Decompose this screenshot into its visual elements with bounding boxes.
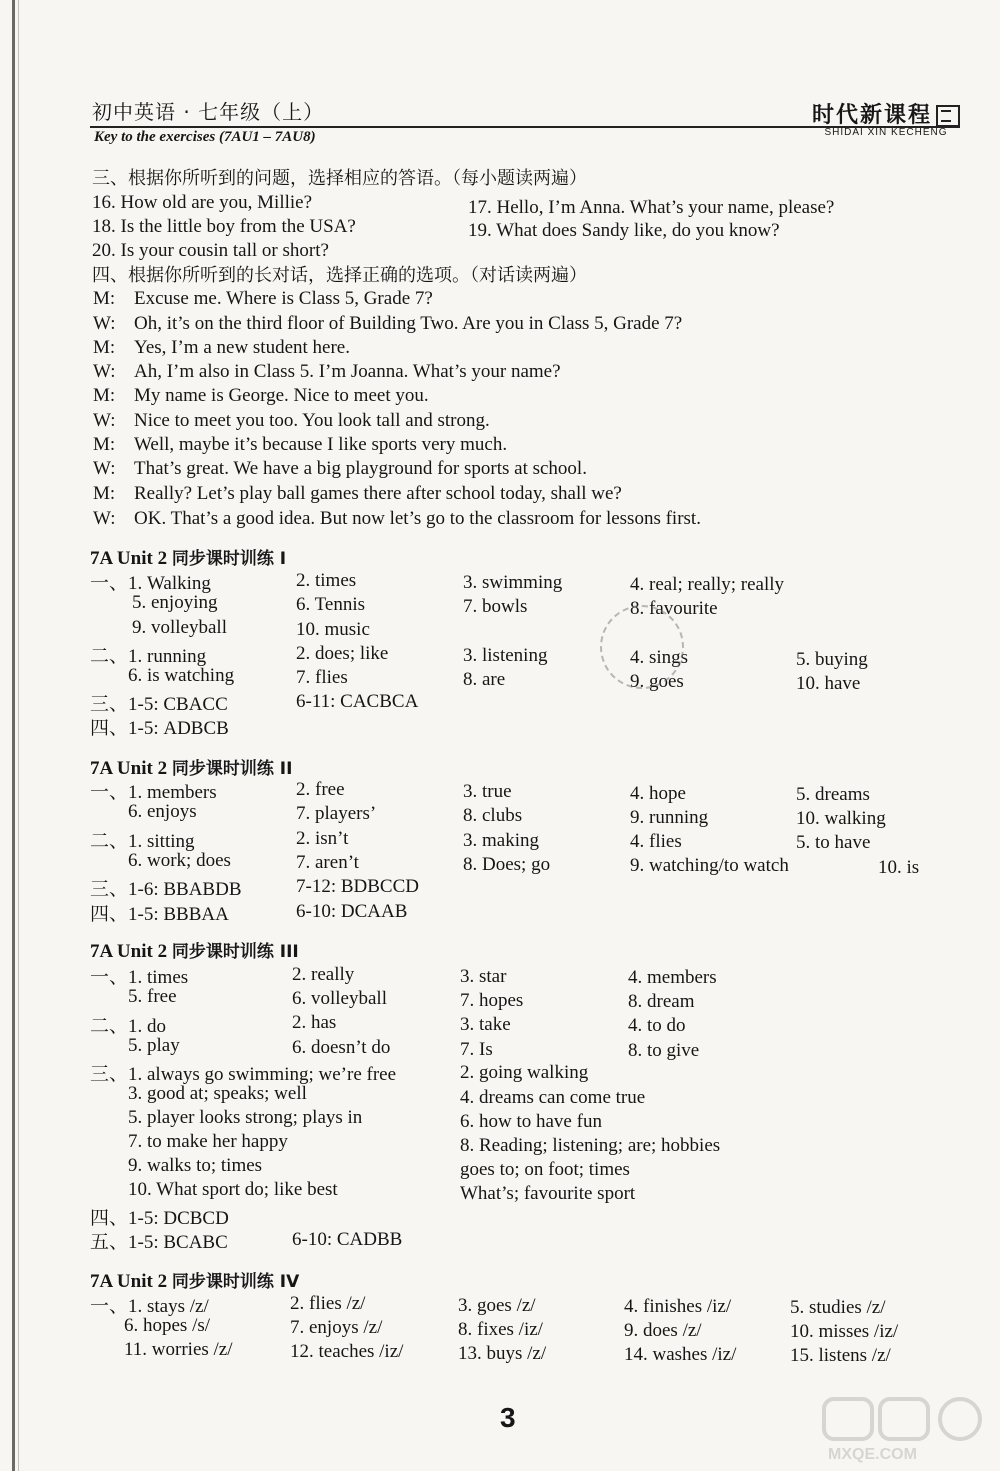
answer-item: 5. enjoying [132,592,218,613]
answer-item: 10. What sport do; like best [128,1179,338,1200]
answer-item: 5. to have [796,832,871,853]
answer-item: 2. really [292,964,355,985]
answer-item: 3. goes /z/ [458,1295,536,1316]
dialogue-speaker: W: [93,313,116,334]
answer-item: 一、1. times [90,967,189,988]
answer-item: 9. watching/to watch [630,855,789,876]
answer-item: 8. favourite [630,598,718,619]
brand-logo [812,98,960,138]
answer-item: 2. times [296,570,357,591]
page-header-subtitle: Key to the exercises (7AU1 – 7AU8) [94,129,316,145]
brand-mark-icon [936,105,960,127]
answer-item: 9. does /z/ [624,1320,702,1341]
answer-item: 4. to do [628,1015,686,1036]
answer-item: 6-10: DCAAB [296,901,408,922]
answer-item: 2. going walking [460,1062,589,1083]
answer-item: 7. bowls [463,596,528,617]
question-line: 20. Is your cousin tall or short? [92,240,329,261]
answer-item: 一、1. members [90,782,217,803]
answer-item: 4. finishes /iz/ [624,1296,732,1317]
unit-title: 7A Unit 2 同步课时训练 III [90,941,299,962]
answer-item: 4. members [628,967,717,988]
answer-item: 5. play [128,1035,180,1056]
dialogue-speaker: M: [93,288,116,309]
answer-item: 6-11: CACBCA [296,691,419,712]
answer-item: 4. real; really; really [630,574,785,595]
answer-item: 7. enjoys /z/ [290,1317,383,1338]
answer-item: 3. swimming [463,572,563,593]
answer-item: 二、1. running [90,646,207,667]
answer-item: 13. buys /z/ [458,1343,547,1364]
question-line: 19. What does Sandy like, do you know? [468,220,780,241]
answer-item: 7. aren’t [296,852,359,873]
answer-item: 一、1. Walking [90,573,211,594]
dialogue-line: Yes, I’m a new student here. [134,337,350,358]
dialogue-speaker: W: [93,361,116,382]
answer-item: 9. goes [630,671,684,692]
section-heading: 四、根据你所听到的长对话，选择正确的选项。（对话读两遍） [92,265,587,286]
answer-item: What’s; favourite sport [460,1183,636,1204]
answer-item: 8. clubs [463,805,523,826]
stamp-mark [600,605,684,689]
svg-text:MXQE.COM: MXQE.COM [828,1446,917,1463]
watermark-logo [820,1395,990,1470]
answer-item: 5. studies /z/ [790,1297,886,1318]
answer-item: 2. free [296,779,345,800]
binding-edge [12,0,15,1471]
answer-item: 6. volleyball [292,988,387,1009]
answer-item: 4. dreams can come true [460,1087,646,1108]
dialogue-speaker: W: [93,458,116,479]
answer-item: 三、1. always go swimming; we’re free [90,1064,397,1085]
answer-item: 10. walking [796,808,886,829]
answer-item: 8. to give [628,1040,700,1061]
answer-item: 4. hope [630,783,686,804]
dialogue-line: Ah, I’m also in Class 5. I’m Joanna. What’s your name? [134,361,561,382]
answer-item: 3. take [460,1014,511,1035]
answer-item: 9. walks to; times [128,1155,263,1176]
answer-item: 7. flies [296,667,348,688]
dialogue-line: Oh, it’s on the third floor of Building Two. Are you in Class 5, Grade 7? [134,313,683,334]
answer-item: 8. Does; go [463,854,551,875]
brand-name: 时代新课程 [812,98,960,129]
unit-title: 7A Unit 2 同步课时训练 IV [90,1271,300,1292]
answer-item: 5. buying [796,649,868,670]
answer-item: 3. listening [463,645,548,666]
dialogue-speaker: M: [93,337,116,358]
answer-item: 7. to make her happy [128,1131,288,1152]
answer-item: 14. washes /iz/ [624,1344,737,1365]
answer-item: 10. have [796,673,861,694]
answer-item: 6. hopes /s/ [124,1315,211,1336]
section-heading: 三、根据你所听到的问题，选择相应的答语。（每小题读两遍） [92,168,587,189]
answer-item: 5. free [128,986,177,1007]
answer-item: 10. is [878,857,920,878]
answer-item: 7. Is [460,1039,493,1060]
answer-item: 7. players’ [296,803,377,824]
unit-title: 7A Unit 2 同步课时训练 I [90,548,287,569]
dialogue-line: Excuse me. Where is Class 5, Grade 7? [134,288,433,309]
answer-item: 一、1. stays /z/ [90,1296,209,1317]
answer-item: 6. enjoys [128,801,197,822]
answer-item: 9. volleyball [132,617,227,638]
dialogue-line: Really? Let’s play ball games there after school today, shall we? [134,483,622,504]
dialogue-speaker: W: [93,410,116,431]
answer-item: 四、1-5: BBBAA [90,904,229,925]
answer-item: 3. star [460,966,507,987]
answer-item: 6. work; does [128,850,231,871]
answer-item: 10. music [296,619,370,640]
answer-item: 四、1-5: DCBCD [90,1208,229,1229]
answer-item: 15. listens /z/ [790,1345,891,1366]
binding-edge-inner [18,0,19,1471]
answer-item: 10. misses /iz/ [790,1321,899,1342]
page-header-title: 初中英语 · 七年级（上） [92,100,325,124]
dialogue-line: Well, maybe it’s because I like sports very much. [134,434,508,455]
answer-item: 6. Tennis [296,594,366,615]
answer-item: 二、1. do [90,1016,167,1037]
answer-item: 二、1. sitting [90,831,195,852]
answer-item: 9. running [630,807,709,828]
answer-item: 7. hopes [460,990,524,1011]
dialogue-speaker: M: [93,483,116,504]
answer-item: 8. are [463,669,506,690]
question-line: 18. Is the little boy from the USA? [92,216,356,237]
answer-item: 6. how to have fun [460,1111,602,1132]
answer-item: 5. player looks strong; plays in [128,1107,363,1128]
answer-item: 8. fixes /iz/ [458,1319,543,1340]
answer-item: 4. flies [630,831,682,852]
answer-item: 8. dream [628,991,695,1012]
answer-item: 三、1-6: BBABDB [90,879,242,900]
answer-item: 5. dreams [796,784,870,805]
dialogue-line: My name is George. Nice to meet you. [134,385,429,406]
answer-item: 三、1-5: CBACC [90,694,228,715]
question-line: 17. Hello, I’m Anna. What’s your name, please? [468,197,835,218]
answer-item: 四、1-5: ADBCB [90,718,229,739]
answer-item: 2. has [292,1012,337,1033]
answer-item: 2. flies /z/ [290,1293,366,1314]
answer-item: 4. sings [630,647,689,668]
answer-item: 6-10: CADBB [292,1229,403,1250]
answer-item: 7-12: BDBCCD [296,876,419,897]
answer-item: 12. teaches /iz/ [290,1341,404,1362]
dialogue-speaker: M: [93,385,116,406]
question-line: 16. How old are you, Millie? [92,192,313,213]
answer-item: 2. does; like [296,643,389,664]
answer-item: 11. worries /z/ [124,1339,233,1360]
page-number: 3 [500,1402,516,1433]
answer-item: 6. doesn’t do [292,1037,391,1058]
answer-item: 3. good at; speaks; well [128,1083,307,1104]
answer-item: 五、1-5: BCABC [90,1232,228,1253]
dialogue-line: That’s great. We have a big playground for sports at school. [134,458,587,479]
dialogue-speaker: M: [93,434,116,455]
dialogue-line: OK. That’s a good idea. But now let’s go to the classroom for lessons first. [134,508,701,529]
answer-item: 2. isn’t [296,828,349,849]
unit-title: 7A Unit 2 同步课时训练 II [90,758,293,779]
answer-item: 3. true [463,781,512,802]
answer-item: 6. is watching [128,665,235,686]
answer-item: 8. Reading; listening; are; hobbies [460,1135,721,1156]
dialogue-speaker: W: [93,508,116,529]
dialogue-line: Nice to meet you too. You look tall and strong. [134,410,490,431]
answer-item: goes to; on foot; times [460,1159,630,1180]
brand-name-en: SHIDAI XIN KECHENG [824,127,948,138]
answer-item: 3. making [463,830,539,851]
